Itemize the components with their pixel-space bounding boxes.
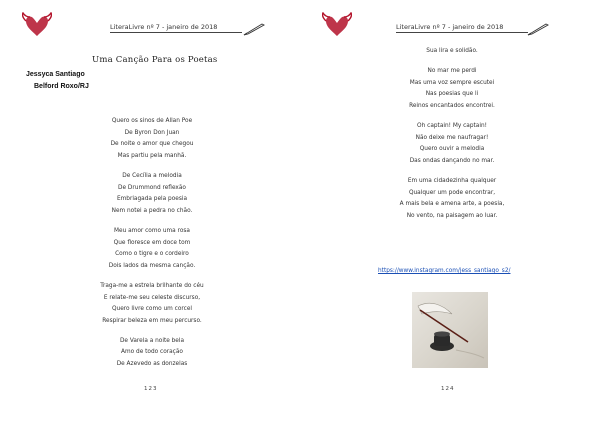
header-rule: [110, 32, 242, 33]
poem-line: No mar me perdi: [427, 68, 477, 75]
poem-line: Dois lados da mesma canção.: [108, 262, 196, 269]
poem-line: De Varela a noite bela: [119, 337, 185, 344]
winged-heart-logo-icon: [322, 12, 352, 38]
poem-line: Embriagada pela poesia: [116, 196, 188, 203]
stanza: [72, 336, 232, 371]
page-number: 123: [144, 386, 158, 392]
poem-line: Quero os sinos de Allan Poe: [111, 118, 193, 124]
header-text: LiteraLivre nº 7 - janeiro de 2018: [396, 23, 504, 31]
poem-line: Quero ouvir a melodia: [419, 146, 485, 153]
stanza: [364, 46, 540, 58]
stanza: [72, 116, 232, 162]
header-text: LiteraLivre nº 7 - janeiro de 2018: [110, 23, 218, 31]
poem-line: Quero livre como um corcel: [111, 306, 193, 313]
poem-title: Uma Canção Para os Poetas: [92, 55, 218, 65]
winged-heart-logo-icon: [22, 12, 52, 38]
stanza: [364, 121, 540, 167]
instagram-link[interactable]: https://www.instagram.com/jess_santiago_s2/: [378, 268, 511, 274]
poem-line: Reinos encantados encontrei.: [409, 102, 495, 109]
poem-body: [72, 116, 232, 379]
poem-line: Não deixe me naufragar!: [415, 134, 489, 141]
stanza: [72, 171, 232, 217]
poem-line: De noite o amor que chegou: [110, 141, 194, 148]
quill-and-inkwell-photo: [412, 292, 488, 368]
poem-line: Qualquer um pode encontrar,: [408, 189, 496, 196]
right-page: [300, 0, 600, 424]
poem-line: Nas poesias que li: [425, 91, 479, 98]
page-number: 124: [441, 386, 455, 392]
poem-line: Das ondas dançando no mar.: [409, 157, 495, 164]
stanza: [364, 66, 540, 112]
poem-line: Em uma cidadezinha qualquer: [407, 178, 497, 185]
poem-line: Que floresce em doce tom: [113, 239, 191, 246]
poem-line: Respirar beleza em meu percurso.: [102, 317, 202, 324]
poem-line: A mais bela e amena arte, a poesia,: [399, 201, 505, 208]
header-rule: [396, 32, 528, 33]
poem-line: De Cecília a melodia: [122, 172, 182, 179]
stanza: [72, 281, 232, 327]
poem-line: Como o tigre e o cordeiro: [115, 251, 189, 258]
poem-line: Mas uma voz sempre escutei: [409, 79, 495, 86]
author-name: Jessyca Santiago: [26, 71, 85, 78]
poem-line: Amo de todo coração: [121, 349, 183, 356]
poem-line: Mas partiu pela manhã.: [117, 152, 187, 159]
poem-line: Nem notei a pedra no chão.: [111, 207, 193, 214]
poem-line: Meu amor como uma rosa: [114, 227, 190, 234]
stanza: [364, 176, 540, 222]
poem-line: Oh captain! My captain!: [417, 123, 487, 130]
poem-line: De Byron Don Juan: [124, 129, 180, 136]
poem-line: No vento, na paisagem ao luar.: [406, 212, 498, 219]
quill-pen-icon: [526, 22, 550, 36]
author-place: Belford Roxo/RJ: [34, 83, 89, 90]
quill-pen-icon: [242, 22, 266, 36]
stanza: [72, 226, 232, 272]
poem-body: [364, 46, 540, 231]
poem-line: Traga-me a estrela brilhante do céu: [100, 282, 204, 289]
poem-line: E relate-me seu celeste discurso,: [103, 294, 201, 301]
poem-line: Sua lira e solidão.: [426, 48, 478, 54]
quill-inkwell-illustration-icon: [412, 292, 488, 368]
poem-line: De Azevedo as donzelas: [116, 361, 188, 368]
poem-line: De Drummond reflexão: [118, 184, 186, 191]
